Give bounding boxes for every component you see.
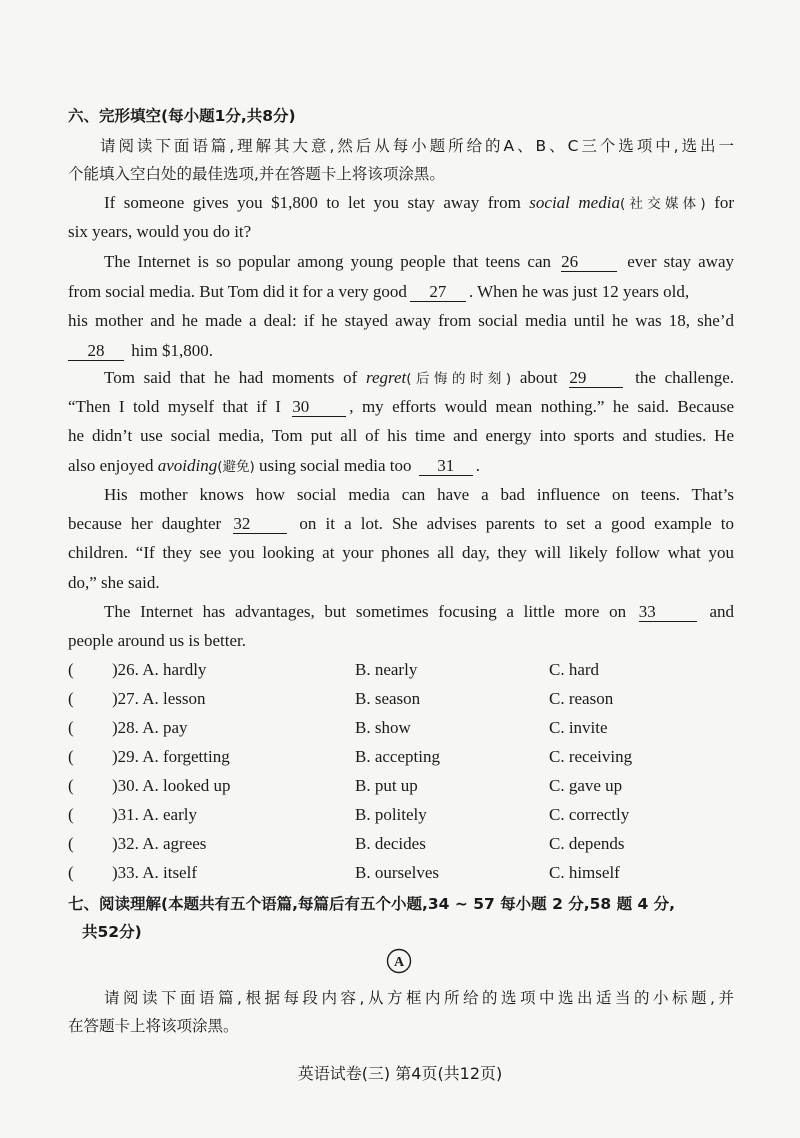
p3-text-f: also enjoyed <box>68 456 154 475</box>
option-c: C. gave up <box>549 776 623 795</box>
answer-bracket: ( <box>68 776 74 795</box>
blank-31: 31 <box>419 457 473 476</box>
option-row <box>68 805 734 827</box>
p1-text-a: If someone gives you $1,800 to let you stay away from <box>104 193 521 212</box>
p3-text-a: Tom said that he had moments of <box>104 368 358 387</box>
option-a: )29. A. forgetting <box>112 747 230 766</box>
answer-bracket: ( <box>68 718 74 737</box>
option-a: )27. A. lesson <box>112 689 206 708</box>
p3-text-b: about <box>519 368 558 387</box>
section6-instruction-line2: 个能填入空白处的最佳选项,并在答题卡上将该项涂黑。 <box>68 165 445 183</box>
paragraph-2-line1 <box>104 252 734 272</box>
p2-text-b: ever stay away <box>627 252 734 271</box>
part-a-letter: A <box>393 955 405 970</box>
section7-heading-line1: 七、阅读理解(本题共有五个语篇,每篇后有五个小题,34 ~ 57 每小题 2 分,58 题 4 分, <box>68 895 676 913</box>
answer-bracket: ( <box>68 747 74 766</box>
p3-gloss: (后悔的时刻) <box>406 371 512 387</box>
answer-bracket: ( <box>68 834 74 853</box>
p3-regret: regret <box>365 368 407 387</box>
paragraph-4-line4: do,” she said. <box>68 573 160 592</box>
option-c: C. receiving <box>549 747 633 766</box>
paragraph-2-line2 <box>68 282 734 302</box>
p2-text-d: . When he was just 12 years old, <box>468 282 690 301</box>
p3-text-c: the challenge. <box>635 368 735 387</box>
section6-instruction-line1: 请阅读下面语篇,理解其大意,然后从每小题所给的A、B、C三个选项中,选出一 <box>100 137 734 155</box>
option-c: C. hard <box>549 660 600 679</box>
option-b: B. decides <box>355 834 426 853</box>
blank-28: 28 <box>68 342 124 361</box>
p5-text-a: The Internet has advantages, but sometimes focusing a little more on <box>104 602 627 621</box>
option-c: C. invite <box>549 718 608 737</box>
p4-text-a: because her daughter <box>68 514 222 533</box>
paragraph-4-line3: children. “If they see you looking at your phones all day, they will likely follow what you <box>68 543 734 562</box>
option-row <box>68 834 734 856</box>
option-b: B. show <box>355 718 411 737</box>
option-c: C. correctly <box>549 805 630 824</box>
p3-text-g: using social media too <box>259 456 412 475</box>
option-row <box>68 718 734 740</box>
p2-text-a: The Internet is so popular among young people that teens can <box>104 252 551 271</box>
paragraph-2-line3: his mother and he made a deal: if he stayed away from social media until he was 18, she’d <box>68 311 734 330</box>
blank-27: 27 <box>410 283 466 302</box>
option-row <box>68 660 734 682</box>
option-b: B. ourselves <box>355 863 440 882</box>
answer-bracket: ( <box>68 863 74 882</box>
paragraph-3-line1 <box>104 368 734 389</box>
answer-bracket: ( <box>68 805 74 824</box>
option-c: C. depends <box>549 834 625 853</box>
option-a: )32. A. agrees <box>112 834 207 853</box>
p5-text-b: and <box>709 602 735 621</box>
answer-bracket: ( <box>68 660 74 679</box>
p3-avoiding: avoiding <box>157 456 218 475</box>
paragraph-4-line1: His mother knows how social media can have a bad influence on teens. That’s <box>104 485 734 504</box>
p4-text-b: on it a lot. She advises parents to set a good example to <box>299 514 734 533</box>
option-b: B. accepting <box>355 747 440 766</box>
option-row <box>68 863 734 885</box>
page-footer: 英语试卷(三) 第4页(共12页) <box>297 1064 503 1083</box>
option-row <box>68 689 734 711</box>
p2-text-c: from social media. But Tom did it for a very good <box>68 282 407 301</box>
blank-29: 29 <box>569 369 623 388</box>
p3-gloss-2: (避免) <box>217 459 255 475</box>
option-a: )31. A. early <box>112 805 197 824</box>
option-a: )30. A. looked up <box>112 776 231 795</box>
paragraph-5-line2: people around us is better. <box>68 631 246 650</box>
blank-32: 32 <box>233 515 287 534</box>
option-c: C. reason <box>549 689 614 708</box>
paragraph-5-line1 <box>104 602 734 622</box>
blank-30: 30 <box>292 398 346 417</box>
option-b: B. put up <box>355 776 418 795</box>
option-a: )33. A. itself <box>112 863 197 882</box>
option-a: )26. A. hardly <box>112 660 207 679</box>
paragraph-1-line2: six years, would you do it? <box>68 222 252 241</box>
paragraph-4-line2 <box>68 514 734 534</box>
paragraph-3-line4 <box>68 456 734 477</box>
p1-gloss: (社交媒体) <box>619 196 706 212</box>
p3-text-e: , my efforts would mean nothing.” he said. Because <box>349 397 735 416</box>
section7-instruction-line1: 请阅读下面语篇,根据每段内容,从方框内所给的选项中选出适当的小标题,并 <box>104 989 734 1007</box>
paragraph-3-line2 <box>68 397 734 417</box>
option-row <box>68 747 734 769</box>
option-row <box>68 776 734 798</box>
option-a: )28. A. pay <box>112 718 188 737</box>
paragraph-3-line3: he didn’t use social media, Tom put all of his time and energy into sports and studies. He <box>68 426 734 445</box>
section6-heading: 六、完形填空(每小题1分,共8分) <box>68 107 296 125</box>
p1-social-media: social media <box>529 193 620 212</box>
option-c: C. himself <box>549 863 620 882</box>
p3-text-d: “Then I told myself that if I <box>68 397 281 416</box>
blank-26: 26 <box>561 253 617 272</box>
answer-bracket: ( <box>68 689 74 708</box>
option-b: B. nearly <box>355 660 418 679</box>
option-b: B. politely <box>355 805 427 824</box>
paragraph-1-line1 <box>104 193 734 214</box>
section7-instruction-line2: 在答题卡上将该项涂黑。 <box>68 1017 239 1035</box>
part-a-label <box>386 948 412 974</box>
section7-heading-line2: 共52分) <box>82 923 142 941</box>
p3-text-h: . <box>475 456 481 475</box>
paragraph-2-line4 <box>68 341 734 361</box>
option-b: B. season <box>355 689 421 708</box>
blank-33: 33 <box>639 603 697 622</box>
p2-text-e: him $1,800. <box>131 341 213 360</box>
p1-text-b: for <box>714 193 735 212</box>
